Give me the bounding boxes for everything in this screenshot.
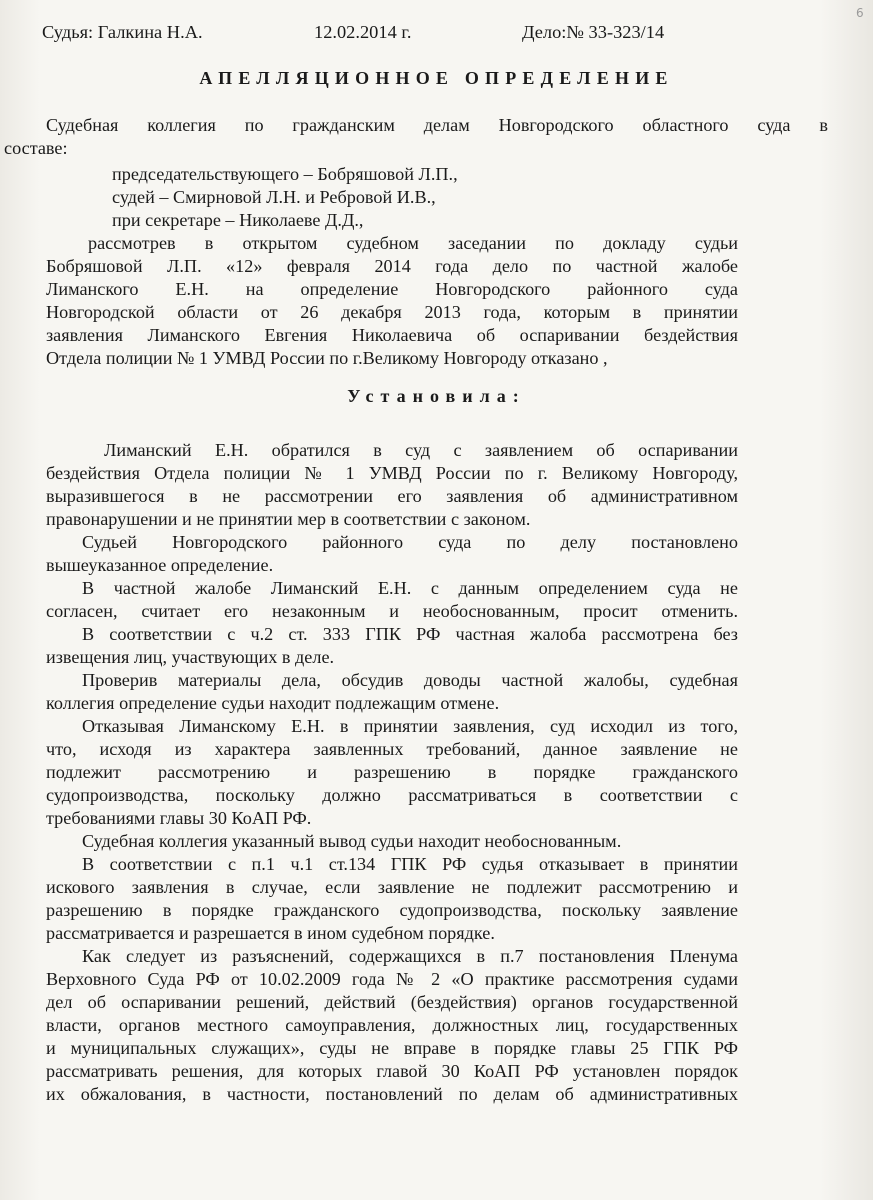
text-line: извещения лиц, участвующих в деле. [46, 647, 335, 667]
text-line: судопроизводства, поскольку должно рассматриваться в соответствии с [46, 785, 738, 805]
text-line: судей – Смирновой Л.Н. и Ребровой И.В., [112, 187, 436, 207]
text-line: искового заявления в случае, если заявление не подлежит рассмотрению и [46, 877, 738, 897]
section-heading: Установила: [347, 386, 526, 406]
text-line: правонарушении и не принятии мер в соответствии с законом. [46, 509, 531, 529]
text-line: Бобряшовой Л.П. «12» февраля 2014 года дело по частной жалобе [46, 256, 738, 276]
text-line: требованиями главы 30 КоАП РФ. [46, 808, 312, 828]
text-line: Отказывая Лиманскому Е.Н. в принятии заявления, суд исходил из того, [82, 716, 738, 736]
text-line: рассматривается и разрешается в ином судебном порядке. [46, 923, 495, 943]
text-line: их обжалования, в частности, постановлений по делам об административных [46, 1084, 738, 1104]
text-line: В частной жалобе Лиманский Е.Н. с данным определением суда не [82, 578, 738, 598]
text-line: Проверив материалы дела, обсудив доводы частной жалобы, судебная [82, 670, 738, 690]
document-date: 12.02.2014 г. [314, 22, 412, 42]
text-line: и муниципальных служащих», суды не вправе в порядке главы 25 ГПК РФ [46, 1038, 738, 1058]
text-line: вышеуказанное определение. [46, 555, 274, 575]
text-line: составе: [4, 138, 68, 158]
text-line: В соответствии с ч.2 ст. 333 ГПК РФ частная жалоба рассмотрена без [82, 624, 738, 644]
text-line: председательствующего – Бобряшовой Л.П., [112, 164, 458, 184]
page-corner-mark: 6 [856, 6, 864, 20]
text-line: Верховного Суда РФ от 10.02.2009 года № 2 «О практике рассмотрения судами [46, 969, 738, 989]
text-line: Судебная коллегия по гражданским делам Новгородского областного суда в [46, 115, 828, 135]
judge-name: Судья: Галкина Н.А. [42, 22, 203, 42]
text-line: дел об оспаривании решений, действий (бездействия) органов государственной [46, 992, 738, 1012]
text-line: Новгородской области от 26 декабря 2013 года, которым в принятии [46, 302, 738, 322]
text-line: Отдела полиции № 1 УМВД России по г.Великому Новгороду отказано , [46, 348, 608, 368]
document-title: АПЕЛЛЯЦИОННОЕ ОПРЕДЕЛЕНИЕ [199, 68, 674, 88]
text-line: Лиманского Е.Н. на определение Новгородского районного суда [46, 279, 738, 299]
text-line: заявления Лиманского Евгения Николаевича об оспаривании бездействия [46, 325, 738, 345]
text-line: Как следует из разъяснений, содержащихся в п.7 постановления Пленума [82, 946, 738, 966]
text-line: Судебная коллегия указанный вывод судьи находит необоснованным. [82, 831, 622, 851]
text-line: согласен, считает его незаконным и необоснованным, просит отменить. [46, 601, 738, 621]
case-number: Дело:№ 33-323/14 [522, 22, 665, 42]
text-line: подлежит рассмотрению и разрешению в порядке гражданского [46, 762, 738, 782]
text-line: Судьей Новгородского районного суда по делу постановлено [82, 532, 738, 552]
text-line: власти, органов местного самоуправления, должностных лиц, государственных [46, 1015, 738, 1035]
text-line: бездействия Отдела полиции № 1 УМВД России по г. Великому Новгороду, [46, 463, 738, 483]
text-line: рассматривать решения, для которых главой 30 КоАП РФ установлен порядок [46, 1061, 738, 1081]
text-line: при секретаре – Николаеве Д.Д., [112, 210, 364, 230]
text-line: что, исходя из характера заявленных требований, данное заявление не [46, 739, 738, 759]
text-line: В соответствии с п.1 ч.1 ст.134 ГПК РФ судья отказывает в принятии [82, 854, 738, 874]
text-line: разрешению в порядке гражданского судопроизводства, поскольку заявление [46, 900, 738, 920]
text-line: коллегия определение судьи находит подлежащим отмене. [46, 693, 500, 713]
text-line: рассмотрев в открытом судебном заседании по докладу судьи [88, 233, 738, 253]
text-line: Лиманский Е.Н. обратился в суд с заявлением об оспаривании [104, 440, 738, 460]
text-line: выразившегося в не рассмотрении его заявления об административном [46, 486, 738, 506]
